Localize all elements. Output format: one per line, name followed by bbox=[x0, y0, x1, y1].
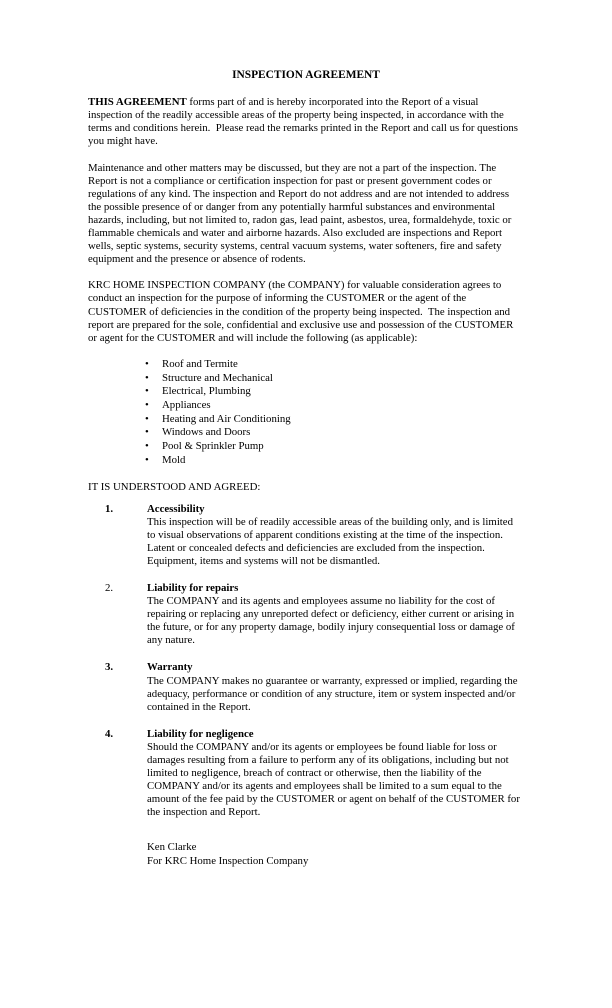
term-number: 3. bbox=[105, 661, 114, 674]
term-accessibility bbox=[88, 503, 524, 568]
term-liability-negligence bbox=[88, 728, 524, 820]
list-item-label: Mold bbox=[162, 453, 186, 466]
intro-lead: THIS AGREEMENT bbox=[88, 96, 187, 109]
included-items-list bbox=[88, 358, 524, 468]
term-number: 4. bbox=[105, 727, 114, 740]
list-item bbox=[145, 426, 524, 440]
list-item-label: Appliances bbox=[162, 398, 211, 411]
term-heading: Liability for repairs bbox=[147, 581, 239, 594]
intro-rest: forms part of and is hereby incorporated into the Report of a visual inspection of the readily accessible areas of the property being inspected, in accordance with the terms and conditions herein. Please read the remarks printed in the Report and call us for questions you might have. bbox=[88, 96, 521, 148]
list-item-label: Structure and Mechanical bbox=[162, 371, 273, 384]
list-item bbox=[145, 453, 524, 468]
intro-paragraph bbox=[88, 96, 524, 148]
bullet-icon: • bbox=[145, 398, 149, 411]
list-item bbox=[145, 398, 524, 413]
term-text: Should the COMPANY and/or its agents or employees be found liable for loss or damages resulting from a failure to perform any of its obligations, including but not limited to negligence, breach of contract or otherwise, then the liability of the COMPANY and/or its agents and employees shall be limited to a sum equal to the amount of the fee paid by the CUSTOMER or agent on behalf of the CUSTOMER for the inspection and Report. bbox=[147, 740, 523, 819]
bullet-icon: • bbox=[145, 385, 149, 398]
list-item-label: Pool & Sprinkler Pump bbox=[162, 440, 264, 453]
bullet-icon: • bbox=[145, 412, 149, 425]
list-item-label: Electrical, Plumbing bbox=[162, 385, 251, 398]
term-heading: Liability for negligence bbox=[147, 727, 254, 740]
company-paragraph: KRC HOME INSPECTION COMPANY (the COMPANY) for valuable consideration agrees to conduct an inspection for the purpose of informing the CUSTOMER or the agent of the CUSTOMER of deficiencies in the condition of the property being inspected. The inspection and report are prepared for the sole, confidential and exclusive use and possession of the CUSTOMER or agent for the CUSTOMER and will include the following (as applicable): bbox=[88, 279, 516, 344]
list-item bbox=[145, 440, 524, 454]
term-warranty bbox=[88, 661, 524, 713]
term-text: The COMPANY makes no guarantee or warranty, expressed or implied, regarding the adequacy, performance or condition of any structure, item or system inspected and/or contained in the Report. bbox=[147, 674, 521, 713]
list-item bbox=[145, 385, 524, 399]
term-number: 2. bbox=[105, 581, 114, 594]
term-liability-repairs bbox=[88, 582, 524, 647]
signature-name: Ken Clarke bbox=[147, 841, 197, 854]
bullet-icon: • bbox=[145, 426, 149, 439]
list-item-label: Windows and Doors bbox=[162, 426, 251, 439]
list-item-label: Heating and Air Conditioning bbox=[162, 412, 291, 425]
agreed-heading: IT IS UNDERSTOOD AND AGREED: bbox=[88, 481, 261, 494]
document-title: INSPECTION AGREEMENT bbox=[232, 69, 380, 81]
signature-company: For KRC Home Inspection Company bbox=[147, 854, 309, 867]
term-text: The COMPANY and its agents and employees assume no liability for the cost of repairing or replacing any unreported defect or deficiency, either current or arising in the future, or for any property damage, bodily injury consequential loss or damage of any nature. bbox=[147, 595, 518, 647]
list-item bbox=[145, 371, 524, 386]
list-item bbox=[145, 412, 524, 427]
term-text: This inspection will be of readily accessible areas of the building only, and is limited to visual observations of apparent conditions existing at the time of the inspection. Latent or concealed defects and deficiencies are excluded from the inspection. Equipment, items and systems will not be dismantled. bbox=[147, 515, 516, 567]
term-number: 1. bbox=[105, 502, 114, 515]
exclusions-paragraph: Maintenance and other matters may be discussed, but they are not a part of the inspection. The Report is not a compliance or certification inspection for past or present government codes or regulations of any kind. The inspection and Report do not address and are not intended to address the possible presence of or danger from any potentially harmful substances and environmental hazards, including, but not limited to, radon gas, lead paint, asbestos, urea, formaldehyde, toxic or flammable chemicals and water and airborne hazards. Also excluded are inspections and Report wells, septic systems, security systems, central vacuum systems, water softeners, fire and safety equipment and the presence or absence of rodents. bbox=[88, 161, 515, 266]
bullet-icon: • bbox=[145, 453, 149, 466]
bullet-icon: • bbox=[145, 371, 149, 384]
signature-block bbox=[147, 841, 524, 867]
list-item-label: Roof and Termite bbox=[162, 357, 238, 370]
bullet-icon: • bbox=[145, 357, 149, 370]
bullet-icon: • bbox=[145, 440, 149, 453]
term-heading: Accessibility bbox=[147, 502, 205, 515]
list-item bbox=[145, 357, 524, 372]
term-heading: Warranty bbox=[147, 661, 193, 674]
